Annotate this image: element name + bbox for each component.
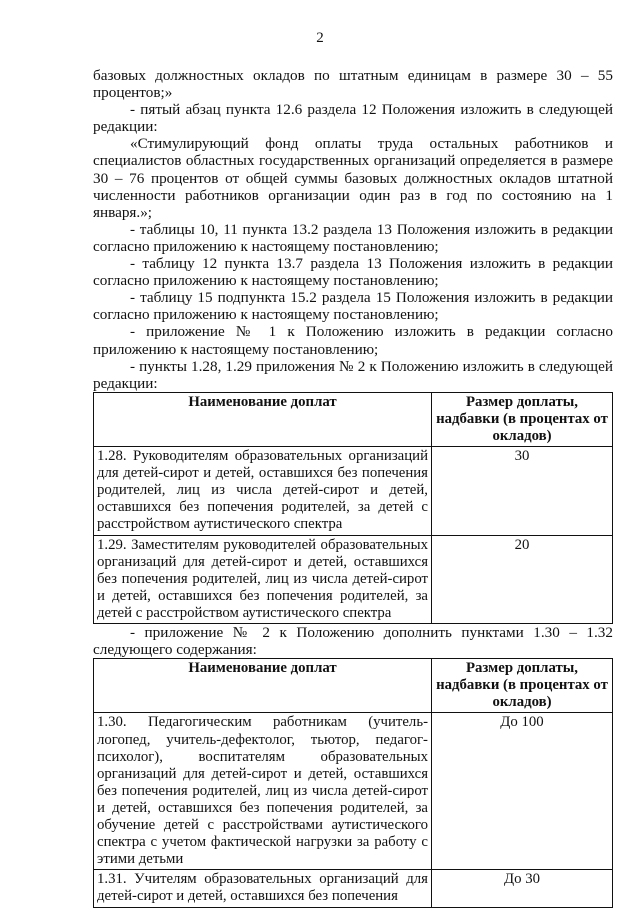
paragraph: базовых должностных окладов по штатным единицам в размере 30 – 55 процентов;» xyxy=(93,67,613,102)
allowances-table-2 xyxy=(93,658,613,907)
allowances-table-1 xyxy=(93,392,613,624)
column-header-size: Размер доплаты, надбавки (в процентах от окладов) xyxy=(432,392,613,446)
allowance-name-cell: 1.31. Учителям образовательных организаций для детей-сирот и детей, оставшихся без попечения xyxy=(94,870,432,907)
paragraph: - приложение № 1 к Положению изложить в редакции согласно приложению к настоящему постановлению; xyxy=(93,323,613,358)
page-number: 2 xyxy=(316,30,324,46)
allowance-value-cell: До 100 xyxy=(432,713,613,870)
paragraph: «Стимулирующий фонд оплаты труда остальных работников и специалистов областных государственных организаций определяется в размере 30 – 76 процентов от общей суммы базовых должностных окладов штатной численности работников организации один раз в год по состоянию на 1 января.»; xyxy=(93,135,613,221)
table-header-row xyxy=(94,659,613,713)
table-row xyxy=(94,535,613,623)
allowance-name-cell: 1.30. Педагогическим работникам (учитель-логопед, учитель-дефектолог, тьютор, педагог-психолог), воспитателям образовательных организаций для детей-сирот и детей, оставшихся без попечения родителей, лиц из числа детей-сирот и детей, оставшихся без попечения родителей, за обучение детей с расстройствами аутистического спектра с учетом фактической нагрузки за работу с этими детьми xyxy=(94,713,432,870)
allowance-name-cell: 1.29. Заместителям руководителей образовательных организаций для детей-сирот и детей, оставшихся без попечения родителей, лиц из числа детей-сирот и детей, оставшихся без попечения родителей, за детей с расстройством аутистического спектра xyxy=(94,535,432,623)
paragraph: - пятый абзац пункта 12.6 раздела 12 Положения изложить в следующей редакции: xyxy=(93,101,613,136)
paragraph: - таблицы 10, 11 пункта 13.2 раздела 13 Положения изложить в редакции согласно приложению к настоящему постановлению; xyxy=(93,220,613,255)
paragraph: - пункты 1.28, 1.29 приложения № 2 к Положению изложить в следующей редакции: xyxy=(93,357,613,392)
column-header-size: Размер доплаты, надбавки (в процентах от окладов) xyxy=(432,659,613,713)
allowance-value-cell: 20 xyxy=(432,535,613,623)
allowance-value-cell: До 30 xyxy=(432,870,613,907)
column-header-name: Наименование доплат xyxy=(94,392,432,446)
paragraph: - таблицу 12 пункта 13.7 раздела 13 Положения изложить в редакции согласно приложению к настоящему постановлению; xyxy=(93,255,613,290)
table-row xyxy=(94,447,613,535)
paragraph: - приложение № 2 к Положению дополнить пунктами 1.30 – 1.32 следующего содержания: xyxy=(93,624,613,659)
paragraph: - таблицу 15 подпункта 15.2 раздела 15 Положения изложить в редакции согласно приложению к настоящему постановлению; xyxy=(93,289,613,324)
allowance-value-cell: 30 xyxy=(432,447,613,535)
table-row xyxy=(94,713,613,870)
table-header-row xyxy=(94,392,613,446)
allowance-name-cell: 1.28. Руководителям образовательных организаций для детей-сирот и детей, оставшихся без попечения родителей, лиц из числа детей-сирот и детей, оставшихся без попечения родителей, за детей с расстройством аутистического спектра xyxy=(94,447,432,535)
document-body xyxy=(93,67,613,908)
table-row xyxy=(94,870,613,907)
column-header-name: Наименование доплат xyxy=(94,659,432,713)
